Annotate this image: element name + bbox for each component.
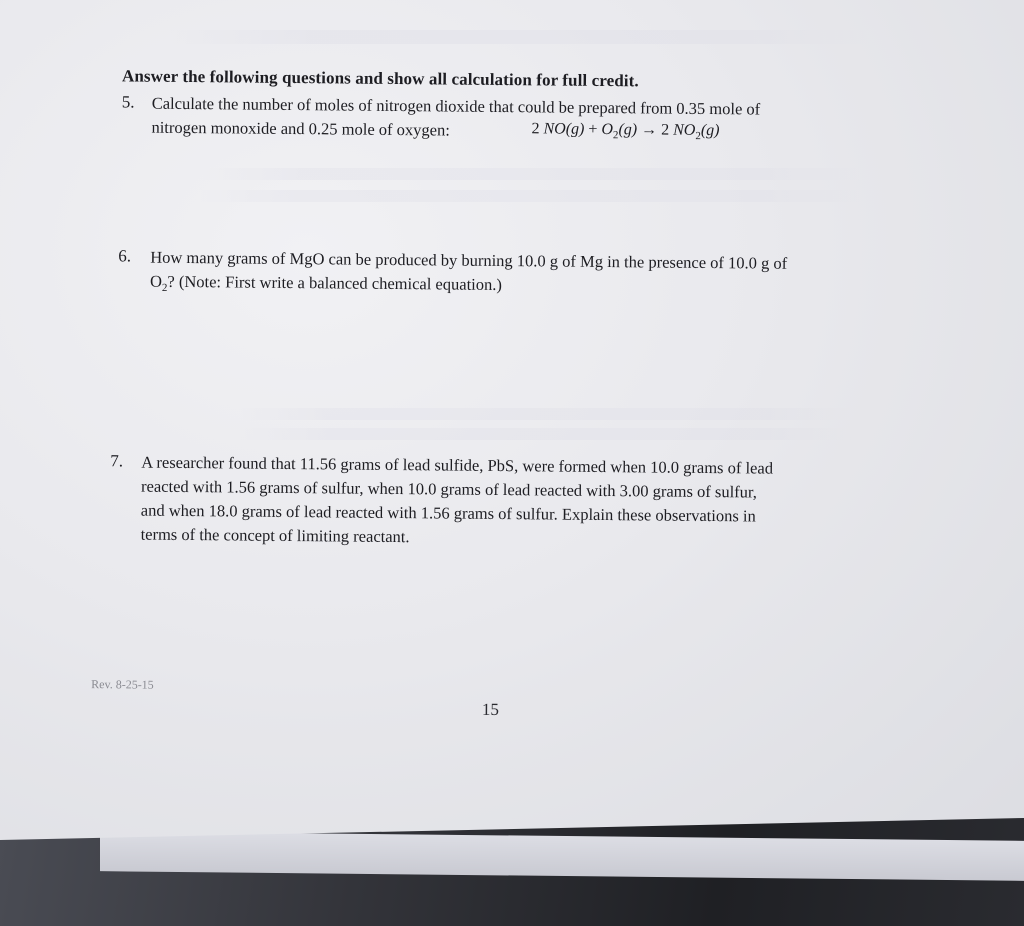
chemical-equation: 2 $NO(g) + O_2(g) \to 2$ $NO_2(g)$ [531,120,720,143]
page-number: 15 [481,699,500,720]
question-text-line: Calculate the number of moles of nitrogen dioxide that could be prepared from 0.35 mole of [151,93,761,119]
question-number: 5. [121,92,135,112]
question-text-line: How many grams of MgO can be produced by burning 10.0 g of Mg in the presence of 10.0 g of [150,247,788,273]
question-text-line: terms of the concept of limiting reactant. [140,524,410,547]
question-number: 6. [118,246,132,266]
question-text-line: nitrogen monoxide and 0.25 mole of oxygen: [151,117,450,140]
question-text-line: and when 18.0 grams of lead reacted with 1.56 grams of sulfur. Explain these observations in [140,500,756,526]
revision-label: Rev. 8-25-15 [91,677,154,692]
instructions-heading: Answer the following questions and show all calculation for full credit. [121,66,639,91]
question-text-line: A researcher found that 11.56 grams of lead sulfide, PbS, were formed when 10.0 grams of lead [141,452,774,478]
question-number: 7. [110,451,124,471]
question-text-line: $O_2$? (Note: First write a balanced chemical equation.) [149,271,503,295]
question-text-line: reacted with 1.56 grams of sulfur, when 10.0 grams of lead reacted with 3.00 grams of sulfur, [140,476,758,502]
